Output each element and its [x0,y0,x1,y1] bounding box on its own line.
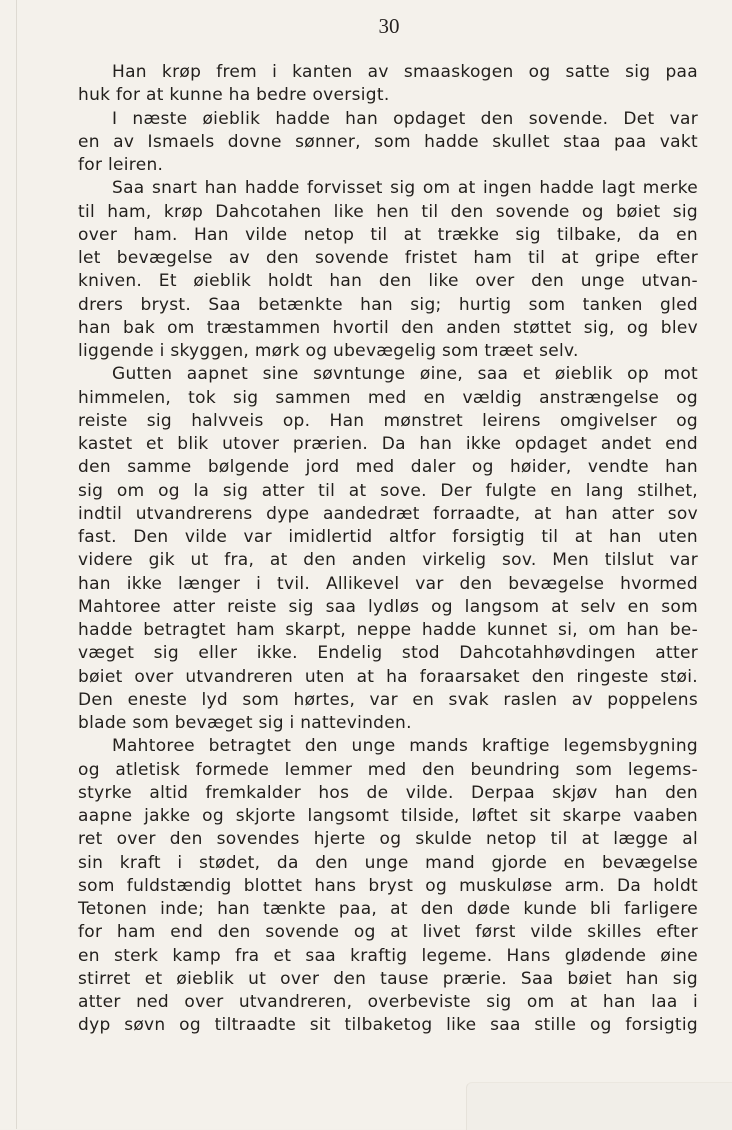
text-line: fast. Den vilde var imidlertid altfor forsigtig til at han uten [78,527,698,547]
text-line: sin kraft i stødet, da den unge mand gjorde en bevægelse [78,852,698,873]
text-line: og atletisk formede lemmer med den beundring som legems- [78,759,698,780]
text-line: han ikke længer i tvil. Allikevel var den bevægelse hvormed [78,573,698,594]
paper-corner-mark [466,1082,732,1130]
text-line: for leiren. [78,155,164,175]
text-line: Saa snart han hadde forvisset sig om at ingen hadde lagt merke [112,178,698,199]
text-line: indtil utvandrerens dype aandedræt forraadte, at han atter sov [78,503,698,524]
text-line: Mahtoree betragtet den unge mands kraftige legemsbygning [112,736,698,757]
text-line: for ham end den sovende og at livet først vilde skilles efter [78,922,698,943]
text-line: let bevægelse av den sovende fristet ham til at gripe efter [78,248,698,268]
text-line: huk for at kunne ha bedre oversigt. [78,85,390,106]
text-line: til ham, krøp Dahcotahen like hen til den sovende og bøiet sig [78,201,698,222]
text-line: en sterk kamp fra et saa kraftig legeme. Hans glødende øine [78,945,698,966]
text-line: han bak om træstammen hvortil den anden støttet sig, og blev [78,317,698,338]
text-line: Tetonen inde; han tænkte paa, at den døde kunde bli farligere [78,899,698,919]
page-number: 30 [378,14,400,38]
text-line: stirret et øieblik ut over den tause prærie. Saa bøiet han sig [78,968,698,989]
text-line: ret over den sovendes hjerte og skulde netop til at lægge al [78,829,698,850]
text-line: hadde betragtet ham skarpt, neppe hadde kunnet si, om han be- [78,620,698,640]
text-line: blade som bevæget sig i nattevinden. [78,713,412,733]
text-line: liggende i skyggen, mørk og ubevægelig som træet selv. [78,341,579,361]
text-line: I næste øieblik hadde han opdaget den sovende. Det var [112,108,698,129]
text-line: den samme bølgende jord med daler og høider, vendte han [78,457,698,478]
body-text [78,61,698,1038]
text-line: himmelen, tok sig sammen med en vældig anstrængelse og [78,387,698,408]
text-line: kniven. Et øieblik holdt han den like over den unge utvan- [78,271,698,292]
text-line: sig om og la sig atter til at sove. Der fulgte en lang stilhet, [78,480,698,501]
text-line: kastet et blik utover prærien. Da han ikke opdaget andet end [78,434,698,454]
text-line: drers bryst. Saa betænkte han sig; hurtig som tanken gled [78,294,698,315]
text-line: aapne jakke og skjorte langsomt tilside, løftet sit skarpe vaaben [78,806,698,826]
text-line: Han krøp frem i kanten av smaaskogen og satte sig paa [112,62,698,82]
text-line: videre gik ut fra, at den anden virkelig sov. Men tilslut var [78,550,698,571]
text-line: styrke altid fremkalder hos de vilde. Derpaa skjøv han den [78,782,698,803]
page-edge-rule [16,0,17,1129]
text-line: Mahtoree atter reiste sig saa lydløs og langsom at selv en som [78,596,698,617]
text-line: atter ned over utvandreren, overbeviste sig om at han laa i [78,992,698,1012]
text-line: bøiet over utvandreren uten at ha foraarsaket den ringeste støi. [78,666,698,687]
text-line: Den eneste lyd som hørtes, var en svak raslen av poppelens [78,689,698,710]
text-line: dyp søvn og tiltraadte sit tilbaketog like saa stille og forsigtig [78,1015,698,1036]
text-line: som fuldstændig blottet hans bryst og muskuløse arm. Da holdt [78,875,698,896]
text-line: Gutten aapnet sine søvntunge øine, saa et øieblik op mot [112,364,698,385]
text-line: reiste sig halvveis op. Han mønstret leirens omgivelser og [78,410,698,431]
text-line: væget sig eller ikke. Endelig stod Dahcotahhøvdingen atter [78,643,698,664]
text-line: over ham. Han vilde netop til at trække sig tilbake, da en [78,224,698,245]
text-line: en av Ismaels dovne sønner, som hadde skullet staa paa vakt [78,131,698,152]
